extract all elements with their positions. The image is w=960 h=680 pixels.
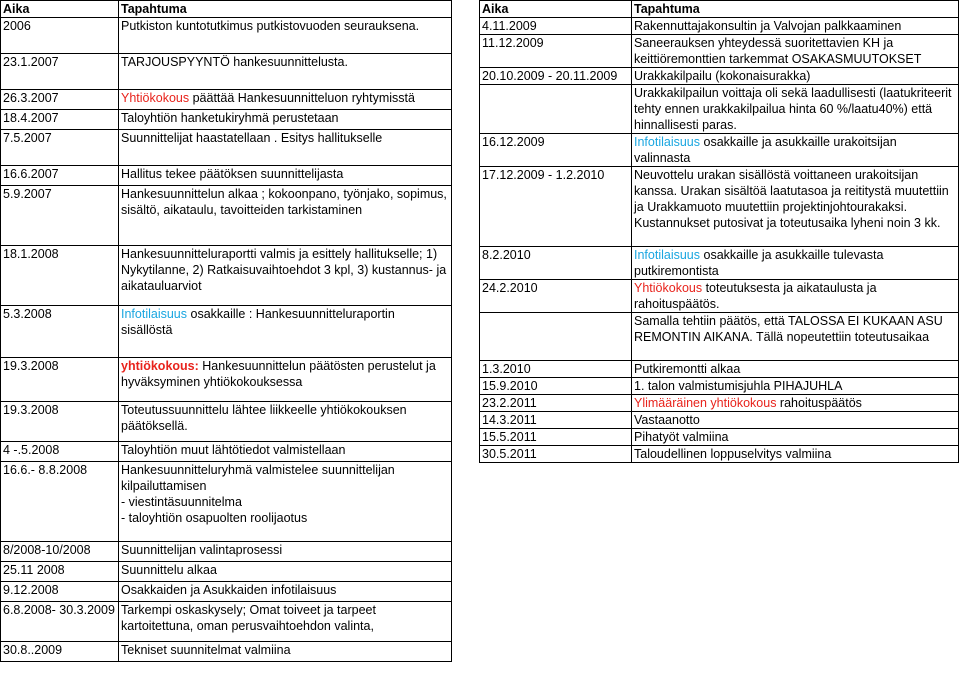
column-header-date: Aika bbox=[1, 1, 119, 18]
event-line: Hankesuunnitteluryhmä valmistelee suunnittelijan kilpailuttamisen bbox=[121, 463, 395, 493]
table-row bbox=[1, 442, 452, 462]
table-row bbox=[1, 130, 452, 166]
table-row bbox=[1, 358, 452, 402]
highlighted-keyword: Ylimääräinen yhtiökokous bbox=[634, 396, 777, 410]
event-text: Putkiremontti alkaa bbox=[634, 362, 741, 376]
row-event bbox=[119, 358, 452, 402]
row-date: 23.2.2011 bbox=[480, 395, 632, 412]
event-text: Osakkaiden ja Asukkaiden infotilaisuus bbox=[121, 583, 337, 597]
row-date: 16.12.2009 bbox=[480, 134, 632, 167]
row-event bbox=[632, 429, 959, 446]
highlighted-keyword: Infotilaisuus bbox=[121, 307, 188, 321]
table-row bbox=[1, 166, 452, 186]
event-text: Tarkempi oskaskysely; Omat toiveet ja tarpeet kartoitettuna, oman perusvaihtoehdon valinta, bbox=[121, 603, 376, 633]
event-text: Taloyhtiön hanketukiryhmä perustetaan bbox=[121, 111, 339, 125]
table-header-row bbox=[480, 1, 959, 18]
table-row bbox=[480, 167, 959, 247]
row-date: 4 -.5.2008 bbox=[1, 442, 119, 462]
row-event bbox=[119, 442, 452, 462]
event-text: Hankesuunnitteluraportti valmis ja esittely hallitukselle; 1) Nykytilanne, 2) Ratkaisuvaihtoehdot 3 kpl, 3) kustannus- ja aikatauluarviot bbox=[121, 247, 447, 293]
event-text: Suunnittelijat haastatellaan . Esitys hallitukselle bbox=[121, 131, 383, 145]
event-text: Hallitus tekee päätöksen suunnittelijasta bbox=[121, 167, 344, 181]
row-event bbox=[119, 166, 452, 186]
row-date bbox=[480, 313, 632, 361]
row-event bbox=[119, 90, 452, 110]
row-event bbox=[119, 186, 452, 246]
row-event bbox=[119, 582, 452, 602]
row-event bbox=[119, 562, 452, 582]
table-row bbox=[480, 412, 959, 429]
row-event bbox=[632, 247, 959, 280]
table-row bbox=[1, 110, 452, 130]
row-date: 16.6.- 8.8.2008 bbox=[1, 462, 119, 542]
event-text: TARJOUSPYYNTÖ hankesuunnittelusta. bbox=[121, 55, 348, 69]
highlighted-keyword: yhtiökokous: bbox=[121, 359, 199, 373]
row-date: 19.3.2008 bbox=[1, 402, 119, 442]
table-row bbox=[480, 68, 959, 85]
table-row bbox=[480, 85, 959, 134]
event-text: Suunnittelu alkaa bbox=[121, 563, 217, 577]
row-event bbox=[632, 68, 959, 85]
event-text: Toteutussuunnittelu lähtee liikkeelle yhtiökokouksen päätöksellä. bbox=[121, 403, 407, 433]
table-row bbox=[1, 90, 452, 110]
row-event bbox=[632, 35, 959, 68]
row-date: 18.1.2008 bbox=[1, 246, 119, 306]
row-event bbox=[119, 130, 452, 166]
event-text: rahoituspäätös bbox=[776, 396, 862, 410]
table-row bbox=[480, 378, 959, 395]
timeline-table-right bbox=[479, 0, 959, 463]
row-date: 25.11 2008 bbox=[1, 562, 119, 582]
row-event bbox=[632, 280, 959, 313]
row-date: 1.3.2010 bbox=[480, 361, 632, 378]
highlighted-keyword: Infotilaisuus bbox=[634, 248, 701, 262]
event-text: osakkaille : Hankesuunnitteluraportin sisällöstä bbox=[121, 307, 395, 337]
row-date: 30.8..2009 bbox=[1, 642, 119, 662]
row-event bbox=[119, 18, 452, 54]
row-event bbox=[119, 402, 452, 442]
row-date: 9.12.2008 bbox=[1, 582, 119, 602]
row-date: 2006 bbox=[1, 18, 119, 54]
event-text: Rakennuttajakonsultin ja Valvojan palkkaaminen bbox=[634, 19, 902, 33]
column-header-event: Tapahtuma bbox=[119, 1, 452, 18]
table-row bbox=[1, 246, 452, 306]
column-header-event: Tapahtuma bbox=[632, 1, 959, 18]
row-event bbox=[119, 54, 452, 90]
event-text: päättää Hankesuunnitteluon ryhtymisstä bbox=[189, 91, 415, 105]
event-text: osakkaille ja asukkaille tulevasta putkiremontista bbox=[634, 248, 884, 278]
row-event bbox=[119, 110, 452, 130]
table-row bbox=[1, 562, 452, 582]
event-text: Suunnittelijan valintaprosessi bbox=[121, 543, 283, 557]
row-date: 11.12.2009 bbox=[480, 35, 632, 68]
table-row bbox=[480, 18, 959, 35]
event-text: 1. talon valmistumisjuhla PIHAJUHLA bbox=[634, 379, 843, 393]
row-event bbox=[632, 313, 959, 361]
row-event bbox=[632, 18, 959, 35]
row-date: 30.5.2011 bbox=[480, 446, 632, 463]
row-event bbox=[119, 462, 452, 542]
event-text: Putkiston kuntotutkimus putkistovuoden seurauksena. bbox=[121, 19, 420, 33]
row-date: 20.10.2009 - 20.11.2009 bbox=[480, 68, 632, 85]
table-row bbox=[1, 306, 452, 358]
row-date bbox=[480, 85, 632, 134]
table-row bbox=[1, 462, 452, 542]
row-date: 24.2.2010 bbox=[480, 280, 632, 313]
row-event bbox=[119, 246, 452, 306]
event-text: Taloudellinen loppuselvitys valmiina bbox=[634, 447, 832, 461]
table-row bbox=[1, 582, 452, 602]
row-event bbox=[632, 361, 959, 378]
event-text: Hankesuunnittelun päätösten perustelut ja hyväksyminen yhtiökokouksessa bbox=[121, 359, 436, 389]
row-event bbox=[632, 446, 959, 463]
row-date: 6.8.2008- 30.3.2009 bbox=[1, 602, 119, 642]
table-row bbox=[480, 429, 959, 446]
timeline-rows-right bbox=[480, 18, 959, 463]
event-line: - taloyhtiön osapuolten roolijaotus bbox=[121, 511, 308, 525]
row-event bbox=[632, 378, 959, 395]
event-text: Urakkakilpailu (kokonaisurakka) bbox=[634, 69, 811, 83]
event-text: Vastaanotto bbox=[634, 413, 700, 427]
row-date: 17.12.2009 - 1.2.2010 bbox=[480, 167, 632, 247]
row-date: 14.3.2011 bbox=[480, 412, 632, 429]
table-row bbox=[1, 186, 452, 246]
event-line: - viestintäsuunnitelma bbox=[121, 495, 242, 509]
event-text: Hankesuunnittelun alkaa ; kokoonpano, työnjako, sopimus, sisältö, aikataulu, tavoitteiden tarkistaminen bbox=[121, 187, 447, 217]
table-row bbox=[480, 395, 959, 412]
event-text: Pihatyöt valmiina bbox=[634, 430, 729, 444]
row-event bbox=[119, 542, 452, 562]
table-row bbox=[480, 35, 959, 68]
highlighted-keyword: Infotilaisuus bbox=[634, 135, 701, 149]
event-text: Urakkakilpailun voittaja oli sekä laadullisesti (laatukriteerit tehty ennen urakkakilpailua hinta 60 %/laatu40%) että hinnallisesti paras. bbox=[634, 86, 952, 132]
highlighted-keyword: Yhtiökokous bbox=[121, 91, 190, 105]
table-row bbox=[480, 361, 959, 378]
table-row bbox=[1, 402, 452, 442]
table-header-row bbox=[1, 1, 452, 18]
event-text: toteutuksesta ja aikataulusta ja rahoituspäätös. bbox=[634, 281, 877, 311]
row-event bbox=[119, 306, 452, 358]
row-date: 18.4.2007 bbox=[1, 110, 119, 130]
row-date: 15.5.2011 bbox=[480, 429, 632, 446]
event-text: osakkaille ja asukkaille urakoitsijan valinnasta bbox=[634, 135, 897, 165]
row-event bbox=[632, 412, 959, 429]
row-event bbox=[632, 85, 959, 134]
table-row bbox=[1, 602, 452, 642]
row-event bbox=[119, 642, 452, 662]
event-text: Neuvottelu urakan sisällöstä voittaneen urakoitsijan kanssa. Urakan sisältöä laatutasoa ja reititystä muutettiin ja Urakkamuoto muutettiin projektinjohtourakaksi. Kustannukset putosivat ja toteutusaika lyheni noin 3 kk. bbox=[634, 168, 949, 230]
event-text: Tekniset suunnitelmat valmiina bbox=[121, 643, 291, 657]
table-row bbox=[1, 54, 452, 90]
table-row bbox=[1, 642, 452, 662]
row-event bbox=[632, 134, 959, 167]
row-date: 4.11.2009 bbox=[480, 18, 632, 35]
event-text: Saneerauksen yhteydessä suoritettavien KH ja keittiöremonttien tarkemmat OSAKASMUUTOKSET bbox=[634, 36, 922, 66]
table-row bbox=[480, 313, 959, 361]
table-row bbox=[480, 247, 959, 280]
row-event bbox=[632, 167, 959, 247]
column-header-date: Aika bbox=[480, 1, 632, 18]
table-row bbox=[1, 18, 452, 54]
table-row bbox=[480, 280, 959, 313]
event-text: Samalla tehtiin päätös, että TALOSSA EI KUKAAN ASU REMONTIN AIKANA. Tällä nopeutettiin toteutusaikaa bbox=[634, 314, 943, 344]
row-date: 5.9.2007 bbox=[1, 186, 119, 246]
timeline-table-left bbox=[0, 0, 452, 662]
event-text: Taloyhtiön muut lähtötiedot valmistellaan bbox=[121, 443, 346, 457]
row-date: 26.3.2007 bbox=[1, 90, 119, 110]
row-date: 16.6.2007 bbox=[1, 166, 119, 186]
row-date: 5.3.2008 bbox=[1, 306, 119, 358]
row-date: 8.2.2010 bbox=[480, 247, 632, 280]
table-row bbox=[480, 134, 959, 167]
row-date: 15.9.2010 bbox=[480, 378, 632, 395]
row-date: 8/2008-10/2008 bbox=[1, 542, 119, 562]
row-date: 19.3.2008 bbox=[1, 358, 119, 402]
highlighted-keyword: Yhtiökokous bbox=[634, 281, 703, 295]
row-event bbox=[632, 395, 959, 412]
table-row bbox=[480, 446, 959, 463]
timeline-rows-left bbox=[1, 18, 452, 662]
row-date: 23.1.2007 bbox=[1, 54, 119, 90]
row-event bbox=[119, 602, 452, 642]
table-row bbox=[1, 542, 452, 562]
row-date: 7.5.2007 bbox=[1, 130, 119, 166]
